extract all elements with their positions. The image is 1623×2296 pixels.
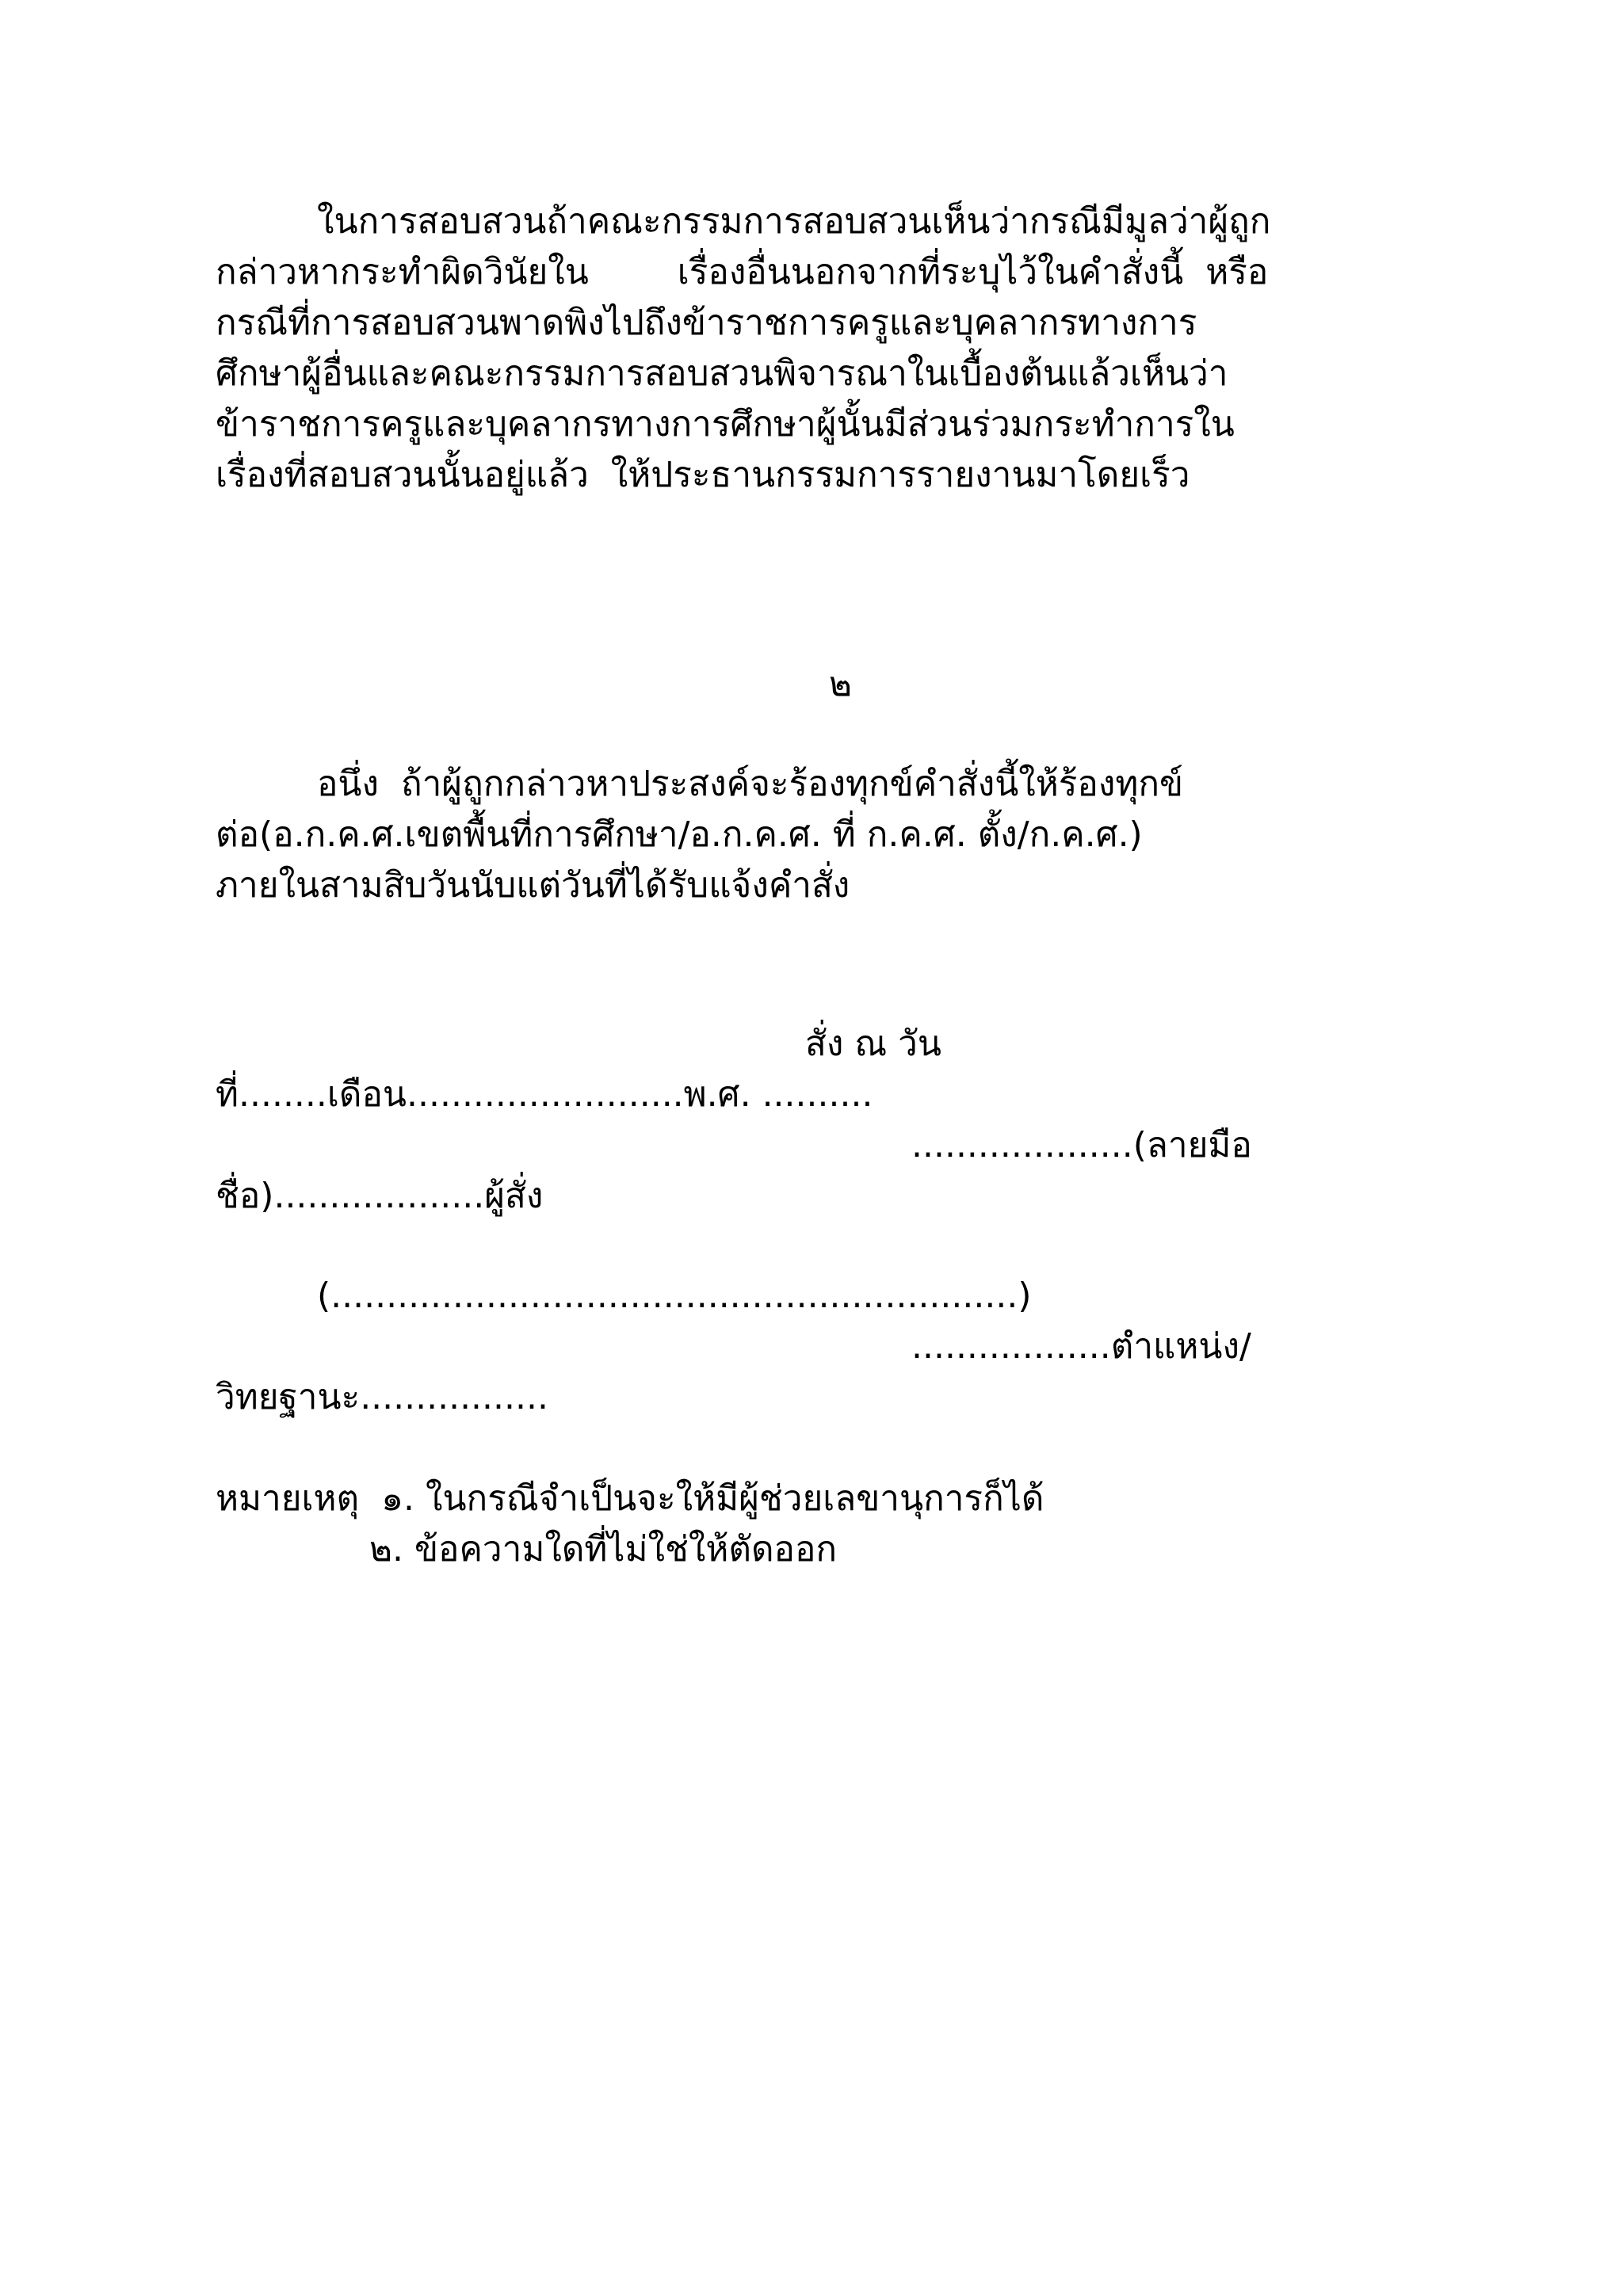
paragraph-1-line-3: กรณีที่การสอบสวนพาดพิงไปถึงข้าราชการครูและบุคลากรทางการ [216, 303, 1197, 343]
name-line: (..............................................................) [317, 1276, 1032, 1316]
paragraph-1-line-6: เรื่องที่สอบสวนนั้นอยู่แล้ว ให้ประธานกรรมการรายงานมาโดยเร็ว [216, 455, 1190, 495]
paragraph-1-line-4: ศึกษาผู้อื่นและคณะกรรมการสอบสวนพิจารณาในเบื้องต้นแล้วเห็นว่า [216, 353, 1228, 394]
position-line-a: ..................ตำแหน่ง/ [911, 1326, 1251, 1367]
position-line-b: วิทยฐานะ................. [216, 1377, 548, 1417]
paragraph-2-line-2: ต่อ(อ.ก.ค.ศ.เขตพื้นที่การศึกษา/อ.ก.ค.ศ. ที่ ก.ค.ศ. ตั้ง/ก.ค.ศ.) [216, 814, 1143, 855]
signature-line-a: ....................(ลายมือ [911, 1125, 1252, 1165]
order-date-label: สั่ง ณ วัน [805, 1024, 941, 1064]
paragraph-1-line-5: ข้าราชการครูและบุคลากรทางการศึกษาผู้นั้นมีส่วนร่วมกระทำการใน [216, 404, 1235, 444]
paragraph-1-line-1: ในการสอบสวนถ้าคณะกรรมการสอบสวนเห็นว่ากรณีมีมูลว่าผู้ถูก [317, 201, 1271, 242]
date-line: ที่........เดือน.........................พ.ศ. .......... [216, 1074, 873, 1115]
remarks-item-2: ๒. ข้อความใดที่ไม่ใช่ให้ตัดออก [369, 1529, 838, 1569]
paragraph-1-line-2: กล่าวหากระทำผิดวินัยใน เรื่องอื่นนอกจากที่ระบุไว้ในคำสั่งนี้ หรือ [216, 252, 1269, 292]
page-number: ๒ [829, 664, 853, 704]
paragraph-2-line-1: อนึ่ง ถ้าผู้ถูกกล่าวหาประสงค์จะร้องทุกข์คำสั่งนี้ให้ร้องทุกข์ [317, 764, 1184, 804]
signature-line-b: ชื่อ)...................ผู้สั่ง [216, 1176, 544, 1216]
remarks-item-1: หมายเหตุ ๑. ในกรณีจำเป็นจะให้มีผู้ช่วยเลขานุการก็ได้ [216, 1478, 1044, 1519]
paragraph-2-line-3: ภายในสามสิบวันนับแต่วันที่ได้รับแจ้งคำสั่ง [216, 865, 850, 906]
